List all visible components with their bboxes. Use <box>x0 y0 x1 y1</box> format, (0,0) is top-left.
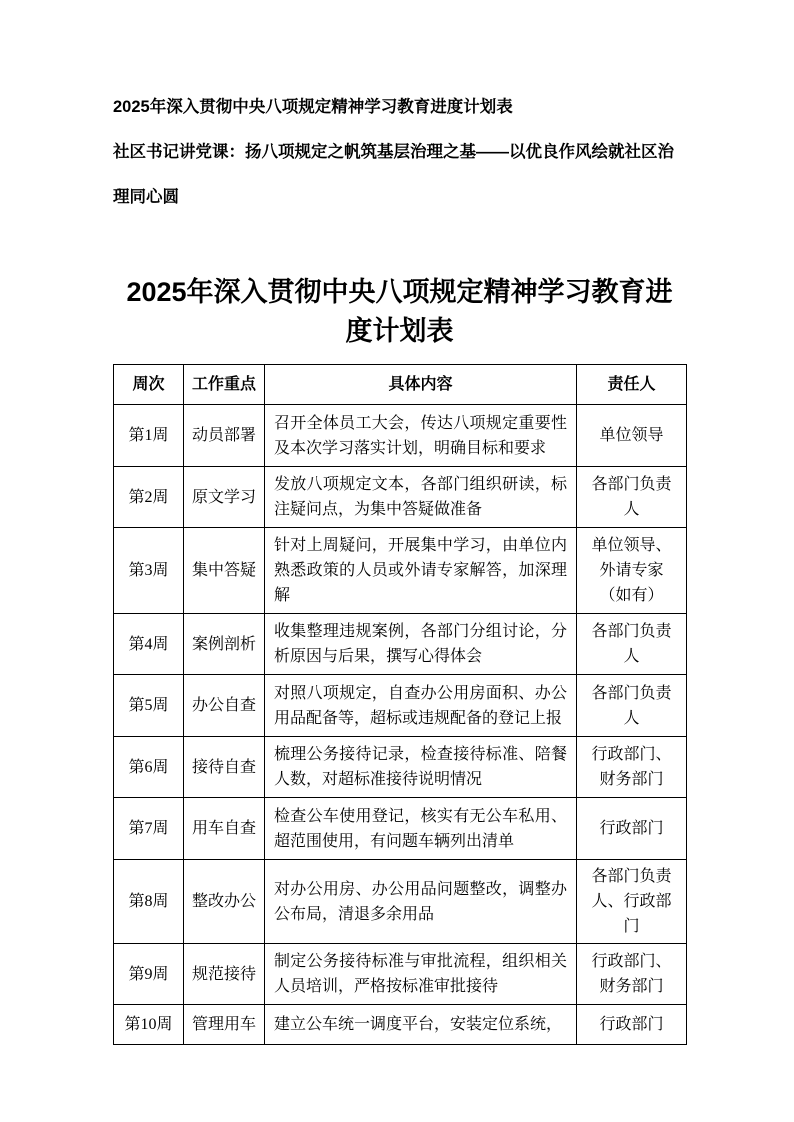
column-header-owner: 责任人 <box>577 365 687 405</box>
owner-cell: 行政部门、财务部门 <box>577 944 687 1005</box>
focus-cell: 办公自查 <box>184 675 265 737</box>
heading-line-1: 2025年深入贯彻中央八项规定精神学习教育进度计划表 <box>113 98 513 116</box>
content-cell: 针对上周疑问，开展集中学习，由单位内熟悉政策的人员或外请专家解答，加深理解 <box>265 528 577 614</box>
focus-cell: 接待自查 <box>184 737 265 798</box>
focus-cell: 规范接待 <box>184 944 265 1005</box>
owner-cell: 各部门负责人 <box>577 614 687 675</box>
week-cell: 第8周 <box>114 860 184 944</box>
table-row <box>114 944 687 1005</box>
focus-cell: 管理用车 <box>184 1005 265 1045</box>
owner-cell: 单位领导、外请专家（如有） <box>577 528 687 614</box>
content-cell: 对办公用房、办公用品问题整改，调整办公布局，清退多余用品 <box>265 860 577 944</box>
owner-cell: 各部门负责人 <box>577 675 687 737</box>
week-cell: 第5周 <box>114 675 184 737</box>
week-cell: 第10周 <box>114 1005 184 1045</box>
owner-cell: 行政部门 <box>577 798 687 860</box>
owner-cell: 单位领导 <box>577 405 687 467</box>
owner-cell: 各部门负责人、行政部门 <box>577 860 687 944</box>
table-row <box>114 860 687 944</box>
week-cell: 第3周 <box>114 528 184 614</box>
table-row <box>114 614 687 675</box>
week-cell: 第4周 <box>114 614 184 675</box>
focus-cell: 动员部署 <box>184 405 265 467</box>
content-cell: 梳理公务接待记录，检查接待标准、陪餐人数，对超标准接待说明情况 <box>265 737 577 798</box>
column-header-focus: 工作重点 <box>184 365 265 405</box>
content-cell: 召开全体员工大会，传达八项规定重要性及本次学习落实计划，明确目标和要求 <box>265 405 577 467</box>
week-cell: 第7周 <box>114 798 184 860</box>
focus-cell: 整改办公 <box>184 860 265 944</box>
table-row <box>114 675 687 737</box>
content-cell: 制定公务接待标准与审批流程，组织相关人员培训，严格按标准审批接待 <box>265 944 577 1005</box>
document-body <box>113 85 686 1045</box>
focus-cell: 原文学习 <box>184 467 265 528</box>
content-cell: 建立公车统一调度平台，安装定位系统， <box>265 1005 577 1045</box>
table-row <box>114 405 687 467</box>
week-cell: 第1周 <box>114 405 184 467</box>
table-row <box>114 737 687 798</box>
focus-cell: 用车自查 <box>184 798 265 860</box>
table-row <box>114 798 687 860</box>
content-cell: 收集整理违规案例，各部门分组讨论，分析原因与后果，撰写心得体会 <box>265 614 577 675</box>
table-row <box>114 1005 687 1045</box>
content-cell: 检查公车使用登记，核实有无公车私用、超范围使用，有问题车辆列出清单 <box>265 798 577 860</box>
content-cell: 发放八项规定文本，各部门组织研读，标注疑问点，为集中答疑做准备 <box>265 467 577 528</box>
owner-cell: 行政部门 <box>577 1005 687 1045</box>
week-cell: 第6周 <box>114 737 184 798</box>
week-cell: 第2周 <box>114 467 184 528</box>
progress-plan-table <box>113 364 687 1045</box>
table-header-row <box>114 365 687 405</box>
focus-cell: 集中答疑 <box>184 528 265 614</box>
column-header-week: 周次 <box>114 365 184 405</box>
owner-cell: 各部门负责人 <box>577 467 687 528</box>
owner-cell: 行政部门、财务部门 <box>577 737 687 798</box>
week-cell: 第9周 <box>114 944 184 1005</box>
heading-line-2: 社区书记讲党课：扬八项规定之帆筑基层治理之基——以优良作风绘就社区治理同心圆 <box>113 143 674 206</box>
content-cell: 对照八项规定，自查办公用房面积、办公用品配备等，超标或违规配备的登记上报 <box>265 675 577 737</box>
table-row <box>114 528 687 614</box>
table-row <box>114 467 687 528</box>
focus-cell: 案例剖析 <box>184 614 265 675</box>
page-title: 2025年深入贯彻中央八项规定精神学习教育进度计划表 <box>126 277 673 346</box>
column-header-content: 具体内容 <box>265 365 577 405</box>
